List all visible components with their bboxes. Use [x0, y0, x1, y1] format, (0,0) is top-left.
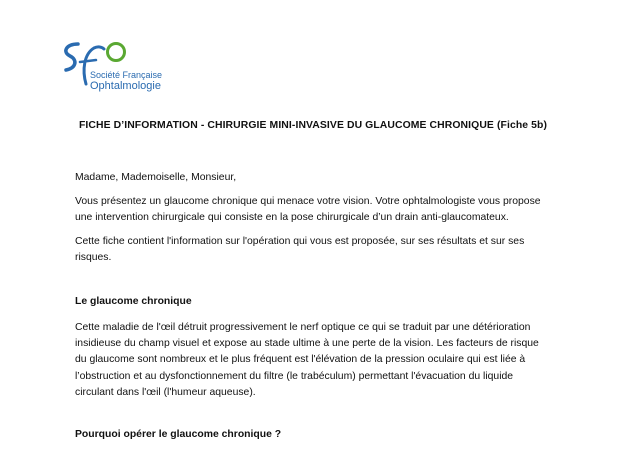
intro-2-line-2: risques. [75, 252, 112, 264]
intro-1-line-1: Vous présentez un glaucome chronique qui menace votre vision. Votre ophtalmologiste vous propose [75, 196, 541, 207]
section-1-line-1: Cette maladie de l'œil détruit progressivement le nerf optique ce qui se traduit par une détérioration [75, 322, 531, 333]
section-1-line-2: insidieuse du champ visuel et expose au stade ultime à une perte de la vision. Les facteurs de risque [75, 338, 539, 350]
greeting: Madame, Mademoiselle, Monsieur, [75, 172, 237, 183]
document-title: FICHE D’INFORMATION - CHIRURGIE MINI-INVASIVE DU GLAUCOME CHRONIQUE (Fiche 5b) [78, 120, 548, 131]
section-heading-pourquoi-operer: Pourquoi opérer le glaucome chronique ? [75, 429, 282, 440]
intro-1-line-2: une intervention chirurgicale qui consiste en la pose chirurgicale d’un drain anti-glaucomateux. [75, 212, 509, 224]
logo-line-2: Ophtalmologie [90, 80, 161, 92]
section-heading-glaucome-chronique: Le glaucome chronique [75, 296, 192, 307]
sfo-logo [60, 40, 170, 100]
intro-2-line-1: Cette fiche contient l'information sur l'opération qui vous est proposée, sur ses résultats et sur ses [75, 236, 525, 247]
section-1-paragraph [75, 320, 553, 401]
section-1-line-5: circulant dans l'œil (l'humeur aqueuse). [75, 386, 256, 398]
intro-paragraph-1 [75, 194, 553, 226]
section-1-line-3: du glaucome sont nombreux et le plus fréquent est l'élévation de la pression oculaire qui est liée à [75, 354, 526, 366]
section-1-line-4: l’obstruction et au dysfonctionnement du filtre (le trabéculum) permettant l'évacuation du liquide [75, 370, 514, 382]
intro-paragraph-2 [75, 234, 553, 266]
logo-text [90, 70, 162, 92]
logo-line-1: Société Française [90, 70, 163, 80]
